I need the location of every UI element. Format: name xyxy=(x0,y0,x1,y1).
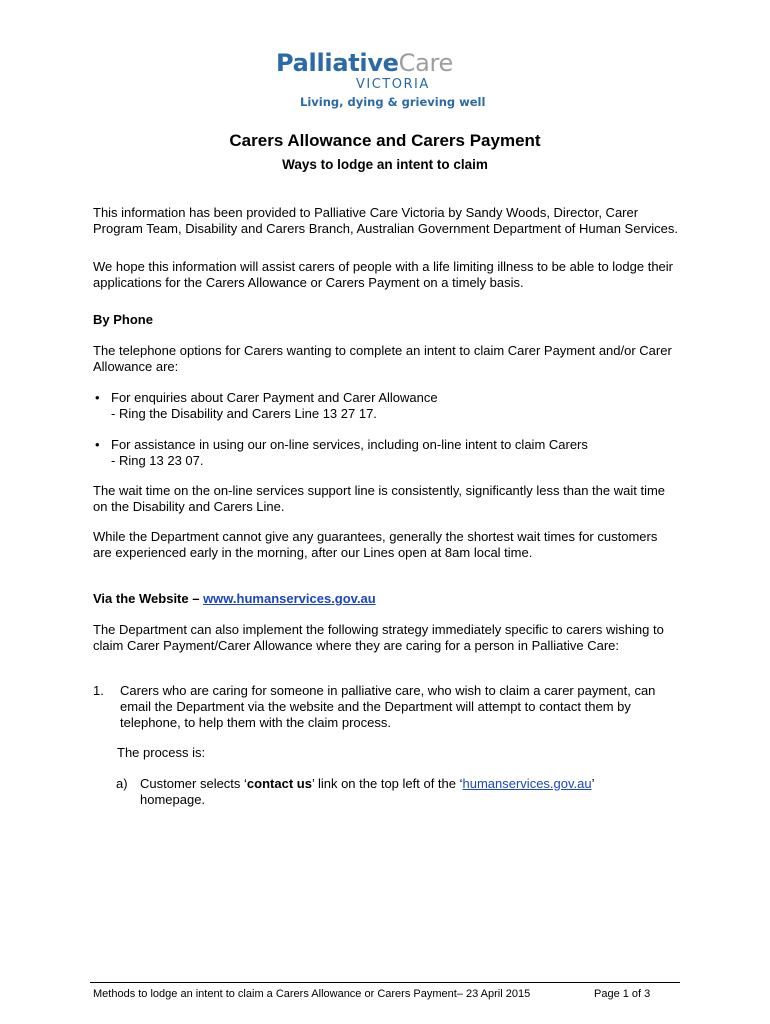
step-line xyxy=(140,776,680,792)
footer-page-number: Page 1 of 3 xyxy=(594,988,651,1000)
contact-us-label: contact us xyxy=(246,776,312,791)
humanservices-homepage-link[interactable]: humanservices.gov.au xyxy=(462,776,592,791)
footer-document-title: Methods to lodge an intent to claim a Carers Allowance or Carers Payment– 23 April 2015 xyxy=(93,988,531,1000)
footer-divider xyxy=(90,982,680,983)
logo-word-care: Care xyxy=(398,49,454,77)
phone-lead-paragraph: The telephone options for Carers wanting to complete an intent to claim Carer Payment and/or Carer Allowance are: xyxy=(93,343,672,374)
website-lead-paragraph: The Department can also implement the following strategy immediately specific to carers wishing to claim Carer Payment/Carer Allowance where they are caring for a person in Palliative Care: xyxy=(93,622,664,653)
logo-region: VICTORIA xyxy=(356,77,430,92)
step-text: Customer selects ‘ xyxy=(140,776,247,791)
list-item-line: For enquiries about Carer Payment and Carer Allowance xyxy=(111,390,438,405)
item-number: 1. xyxy=(93,683,104,698)
process-label: The process is: xyxy=(117,745,206,760)
process-step-text xyxy=(140,776,680,808)
intro-paragraph-2: We hope this information will assist carers of people with a life limiting illness to be able to lodge their applications for the Carers Allowance or Carers Payment on a timely basis. xyxy=(93,259,673,290)
document-title: Carers Allowance and Carers Payment xyxy=(229,131,541,150)
section-heading-via-website xyxy=(93,591,678,607)
intro-paragraph-1: This information has been provided to Palliative Care Victoria by Sandy Woods, Director, Carer Program Team, Disability and Carers Branch, Australian Government Department of Human Services. xyxy=(93,205,679,236)
logo-wordmark xyxy=(276,48,453,78)
step-letter: a) xyxy=(116,776,128,791)
list-item-line: - Ring the Disability and Carers Line 13 27 17. xyxy=(111,406,377,421)
step-text: ’ xyxy=(591,776,595,791)
numbered-item-text: Carers who are caring for someone in palliative care, who wish to claim a carer payment, can email the Department via the website and the Department will attempt to contact them by telephone, to help them with the claim process. xyxy=(120,683,656,730)
guarantee-paragraph: While the Department cannot give any guarantees, generally the shortest wait times for customers are experienced early in the morning, after our Lines open at 8am local time. xyxy=(93,529,658,560)
palliative-care-victoria-logo xyxy=(276,48,496,114)
list-item-text xyxy=(111,390,671,422)
humanservices-website-link[interactable]: www.humanservices.gov.au xyxy=(203,591,376,606)
section-heading-by-phone: By Phone xyxy=(93,312,153,327)
list-item-text xyxy=(111,437,671,469)
logo-word-palliative: Palliative xyxy=(276,49,399,77)
bullet-icon: • xyxy=(95,437,100,452)
wait-time-paragraph: The wait time on the on-line services support line is consistently, significantly less than the wait time on the Disability and Carers Line. xyxy=(93,483,666,514)
logo-tagline: Living, dying & grieving well xyxy=(300,95,486,109)
list-item-line: For assistance in using our on-line services, including on-line intent to claim Carers xyxy=(111,437,588,452)
document-subtitle: Ways to lodge an intent to claim xyxy=(282,157,488,172)
bullet-icon: • xyxy=(95,390,100,405)
list-item-line: - Ring 13 23 07. xyxy=(111,453,204,468)
step-text: ’ link on the top left of the ‘ xyxy=(311,776,463,791)
heading-text: Via the Website – xyxy=(93,591,204,606)
step-line: homepage. xyxy=(140,792,206,807)
